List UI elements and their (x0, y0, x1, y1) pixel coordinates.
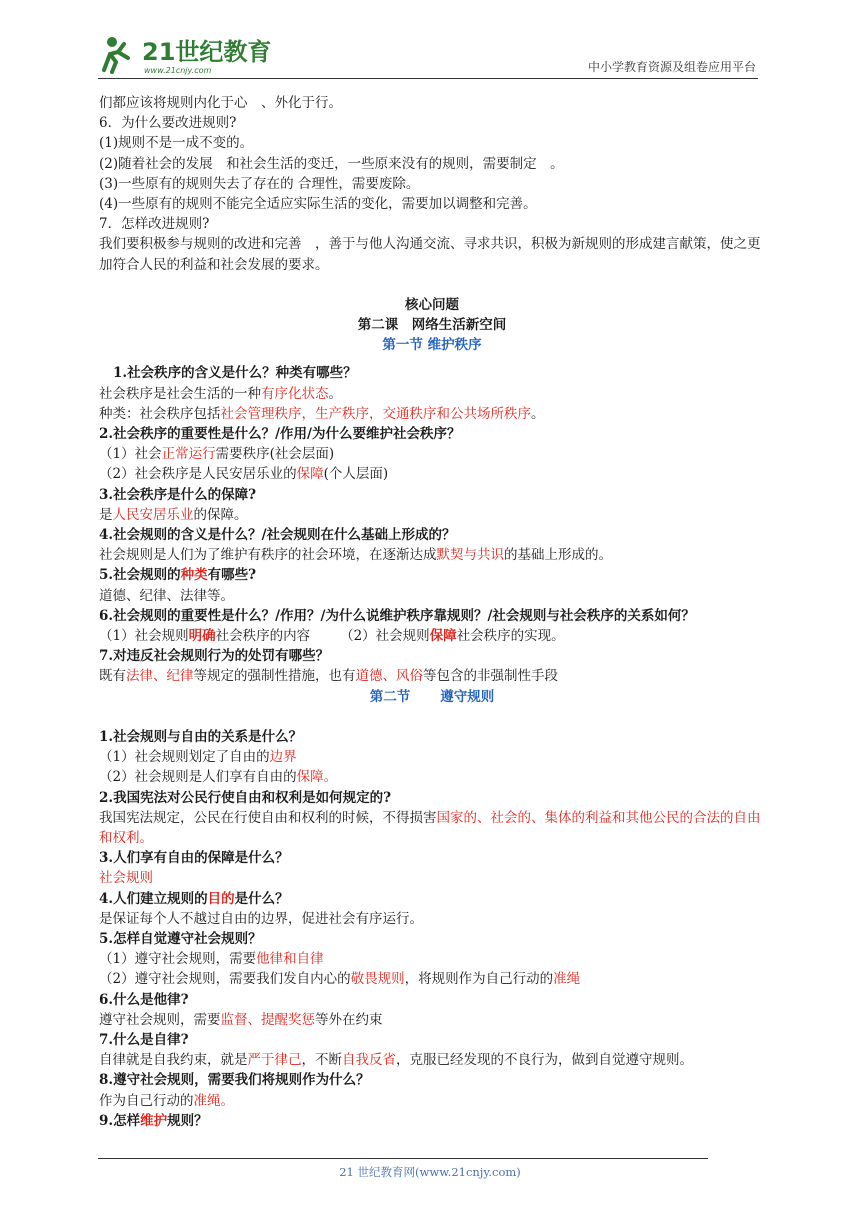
s1-answer-1b: 种类：社会秩序包括社会管理秩序，生产秩序，交通秩序和公共场所秩序。 (99, 405, 545, 422)
s1-question-1: 1.社会秩序的含义是什么？种类有哪些？ (113, 365, 357, 382)
footer-link[interactable]: 21 世纪教育网(www.21cnjy.com) (339, 1165, 521, 1179)
s2-question-8: 8.遵守社会规则，需要我们将规则作为什么？ (99, 1072, 370, 1089)
s1-answer-4: 社会规则是人们为了维护有秩序的社会环境，在逐渐达成默契与共识的基础上形成的。 (99, 547, 612, 564)
s1-question-6: 6.社会规则的重要性是什么？/作用？/为什么说维护秩序靠规则？/社会规则与社会秩序的关系如何？ (99, 607, 695, 624)
s1-answer-7: 既有法律、纪律等规定的强制性措施，也有道德、风俗等包含的非强制性手段 (99, 668, 558, 685)
s1-answer-3: 是人民安居乐业的保障。 (99, 506, 248, 523)
platform-name: 中小学教育资源及组卷应用平台 (587, 60, 756, 74)
lesson-title: 第二课 网络生活新空间 (357, 317, 507, 334)
question-7: 7．怎样改进规则? (99, 216, 210, 233)
s2-answer-4: 是保证每个人不越过自由的边界，促进社会有序运行。 (99, 910, 423, 927)
s2-answer-5b: （2）遵守社会规则，需要我们发自内心的敬畏规则，将规则作为自己行动的准绳 (99, 971, 581, 988)
answer-7: 我们要积极参与规则的改进和完善 ，善于与他人沟通交流、寻求共识，积极为新规则的形成建言献策，使之更加符合人民的利益和社会发展的要求。 (99, 236, 761, 273)
s2-answer-7: 自律就是自我约束，就是严于律己，不断自我反省，克服已经发现的不良行为，做到自觉遵守规则。 (99, 1052, 693, 1069)
s2-question-6: 6.什么是他律? (99, 991, 189, 1008)
s2-question-2: 2.我国宪法对公民行使自由和权利是如何规定的? (99, 789, 392, 806)
s2-answer-1a: （1）社会规则划定了自由的边界 (99, 749, 297, 766)
s1-question-7: 7.对违反社会规则行为的处罚有哪些？ (99, 648, 330, 665)
s2-question-4: 4.人们建立规则的目的是什么？ (99, 890, 289, 907)
s1-question-4: 4.社会规则的含义是什么？/社会规则在什么基础上形成的？ (99, 527, 456, 544)
answer-6-3: (3)一些原有的规则失去了存在的 合理性，需要废除。 (99, 175, 420, 192)
s1-answer-2b: （2）社会秩序是人民安居乐业的保障(个人层面) (99, 466, 389, 483)
answer-6-2: (2)随着社会的发展 和社会生活的变迁，一些原来没有的规则，需要制定 。 (99, 155, 564, 172)
s2-question-9: 9.怎样维护规则？ (99, 1112, 208, 1129)
s2-answer-2: 我国宪法规定，公民在行使自由和权利的时候，不得损害国家的、社会的、集体的利益和其他公民的合法的自由和权利。 (99, 809, 761, 846)
s2-answer-5a: （1）遵守社会规则，需要他律和自律 (99, 951, 324, 968)
core-title: 核心问题 (405, 296, 459, 313)
s2-question-1: 1.社会规则与自由的关系是什么？ (99, 728, 303, 745)
logo-21cnjy (98, 30, 298, 76)
s1-question-2: 2.社会秩序的重要性是什么？/作用/为什么要维护社会秩序？ (99, 426, 461, 443)
s1-answer-1a: 社会秩序是社会生活的一种有序化状态。 (99, 385, 342, 402)
answer-6-1: (1)规则不是一成不变的。 (99, 135, 254, 152)
logo-text: 21世纪教育 (142, 38, 272, 66)
document-body (99, 93, 765, 1131)
s2-answer-1b: （2）社会规则是人们享有自由的保障。 (99, 769, 338, 786)
s1-question-3: 3.社会秩序是什么的保障? (99, 486, 257, 503)
s2-question-5: 5.怎样自觉遵守社会规则？ (99, 930, 262, 947)
question-6: 6．为什么要改进规则? (99, 115, 237, 132)
answer-6-4: (4)一些原有的规则不能完全适应实际生活的变化，需要加以调整和完善。 (99, 196, 537, 213)
s1-answer-5: 道德、纪律、法律等。 (99, 587, 234, 604)
section-1-title: 第一节 维护秩序 (382, 337, 482, 354)
footer-divider (98, 1158, 708, 1159)
s1-answer-2a: （1）社会正常运行需要秩序(社会层面) (99, 446, 335, 463)
s1-question-5: 5.社会规则的种类有哪些? (99, 567, 257, 584)
section-2-title: 第二节 遵守规则 (369, 688, 495, 705)
page-header (98, 30, 758, 79)
logo-url: www.21cnjy.com (144, 66, 212, 75)
s2-question-7: 7.什么是自律? (99, 1031, 189, 1048)
intro-line: 们都应该将规则内化于心 、外化于行。 (99, 95, 342, 111)
s1-answer-6: （1）社会规则明确社会秩序的内容 （2）社会规则保障社会秩序的实现。 (99, 628, 565, 645)
s2-question-3: 3.人们享有自由的保障是什么？ (99, 850, 289, 867)
s2-answer-3: 社会规则 (99, 870, 153, 887)
s2-answer-6: 遵守社会规则，需要监督、提醒奖惩等外在约束 (99, 1011, 383, 1028)
s2-answer-8: 作为自己行动的准绳。 (99, 1092, 234, 1109)
